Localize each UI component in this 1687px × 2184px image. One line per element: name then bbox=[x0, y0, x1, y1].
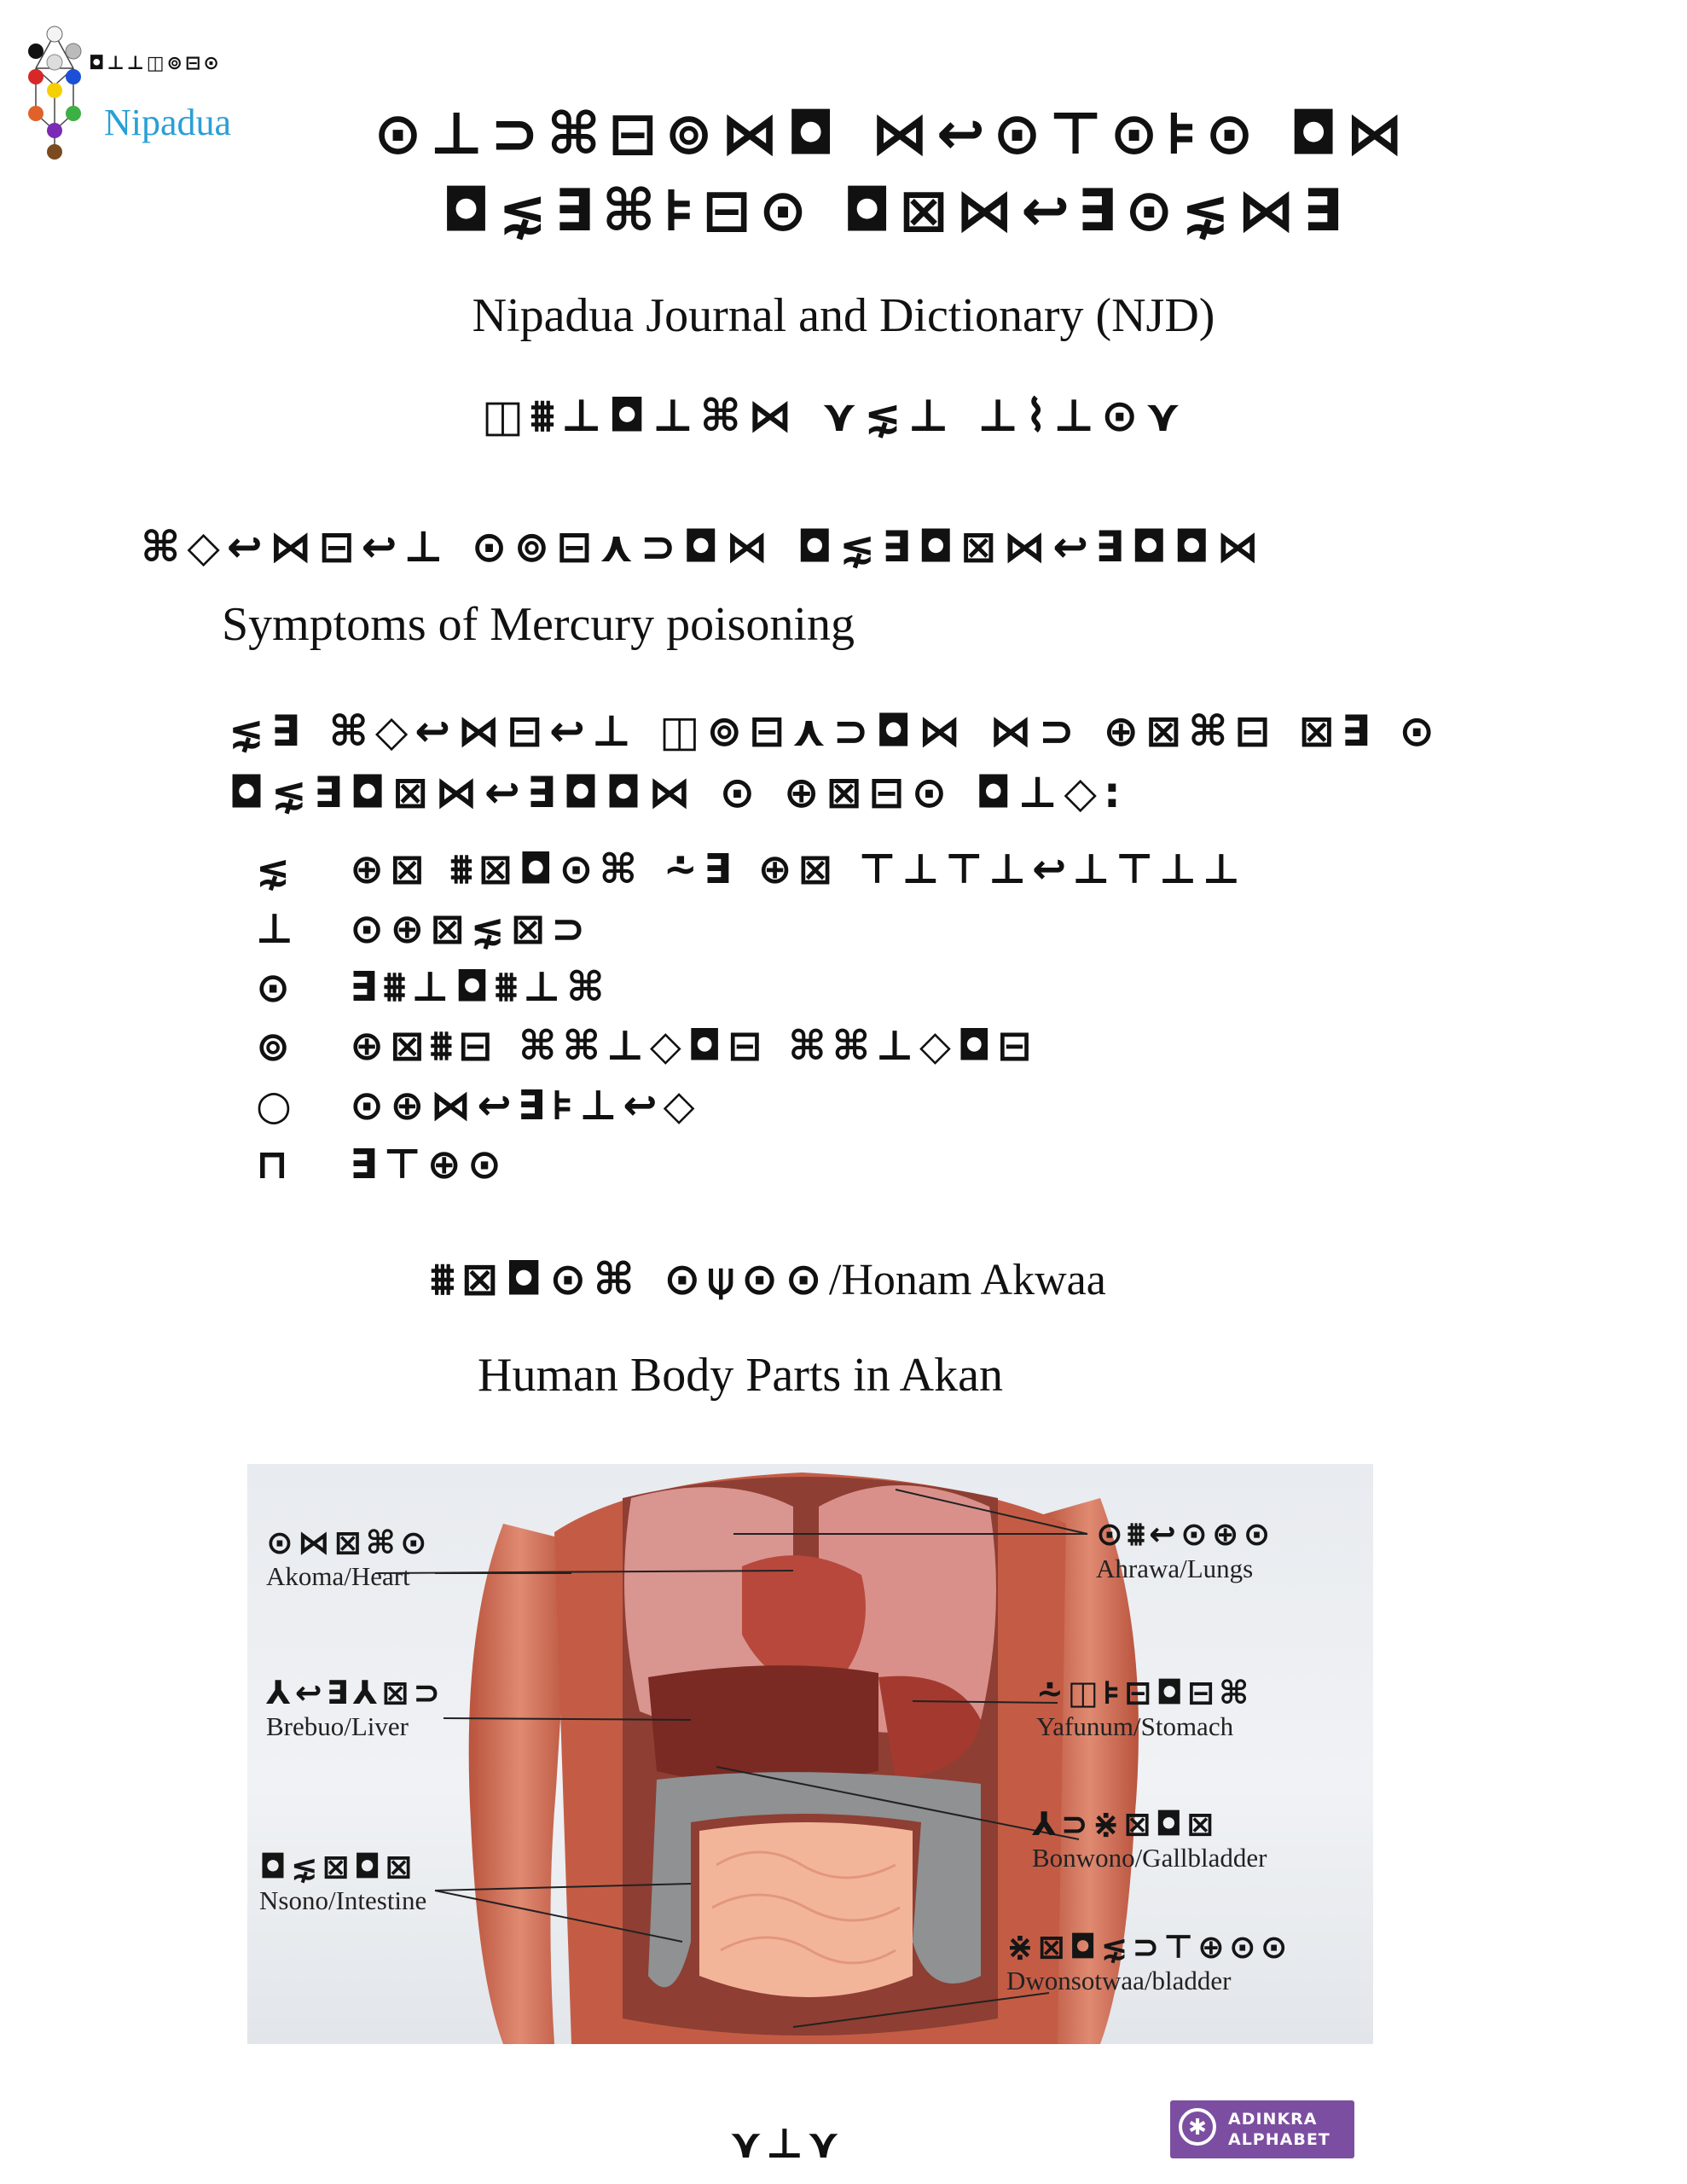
list-item bbox=[256, 1135, 1246, 1194]
paragraph-line-2: ◘⋦∃◘⊠⋈↩∃◘◘⋈ ⊙ ⊕⊠⊟⊙ ◘⊥◇: bbox=[229, 768, 1128, 817]
organ-label-text: Nsono/Intestine bbox=[259, 1885, 427, 1915]
organ-label-text: Dwonsotwaa/bladder bbox=[1006, 1966, 1232, 1995]
journal-subtitle: Nipadua Journal and Dictionary (NJD) bbox=[472, 289, 1215, 342]
list-item bbox=[256, 958, 1246, 1017]
symptom-list bbox=[256, 840, 1246, 1194]
organ-label-text: Bonwono/Gallbladder bbox=[1032, 1843, 1267, 1873]
organ-label-script: ⋇⊠◘⋦⊃⊤⊕⊙⊙ bbox=[1006, 1928, 1292, 1966]
title-script-line-2: ◘⋦∃⌘⊧⊟⊙ ◘⊠⋈↩∃⊙⋦⋈∃ bbox=[442, 177, 1351, 245]
list-item bbox=[256, 1076, 1246, 1135]
anatomy-figure bbox=[247, 1464, 1373, 2044]
organ-label-liver bbox=[266, 1674, 444, 1742]
organ-label-stomach bbox=[1036, 1674, 1253, 1742]
organ-label-script: ◘⋦⊠◘⊠ bbox=[259, 1848, 417, 1885]
list-text: ⊙⊕⋈↩∃⊧⊥↩◇ bbox=[350, 1081, 701, 1130]
logo-name: Nipadua bbox=[104, 102, 232, 143]
organ-label-bladder bbox=[1006, 1928, 1292, 1996]
organ-label-script: ⊙⩩↩⊙⊕⊙ bbox=[1096, 1515, 1275, 1553]
heading-separator: / bbox=[828, 1256, 842, 1304]
organ-label-intestine bbox=[259, 1848, 426, 1916]
list-item bbox=[256, 840, 1246, 899]
list-number: ⊓ bbox=[256, 1140, 289, 1188]
body-parts-heading bbox=[431, 1254, 1106, 1306]
badge-line-2: ALPHABET bbox=[1228, 2130, 1330, 2149]
list-text: ∃⩩⊥◘⩩⊥⌘ bbox=[350, 963, 611, 1011]
organ-label-script: ⩪◫⊧⊟◘⊟⌘ bbox=[1036, 1674, 1254, 1711]
organ-label-script: ⅄⊃⋇⊠◘⊠ bbox=[1032, 1805, 1219, 1843]
title-script-line-1: ⊙⊥⊃⌘⊟⊚⋈◘ ⋈↩⊙⊤⊙⊧⊙ ◘⋈ bbox=[374, 101, 1412, 168]
body-parts-heading-en: Honam Akwaa bbox=[841, 1256, 1106, 1304]
list-item bbox=[256, 1017, 1246, 1076]
list-text: ⊕⊠ ⩩⊠◘⊙⌘ ⩪∃ ⊕⊠ ⊤⊥⊤⊥↩⊥⊤⊥⊥ bbox=[350, 845, 1246, 893]
list-number: ⊙ bbox=[256, 963, 291, 1012]
adinkra-symbol-icon: ✱ bbox=[1179, 2108, 1216, 2146]
organ-label-script: ⅄↩∃⅄⊠⊃ bbox=[266, 1674, 445, 1711]
organ-label-text: Yafunum/Stomach bbox=[1036, 1711, 1234, 1741]
subtitle-script: ◫⩩⊥◘⊥⌘⋈ ⋎⋦⊥ ⊥⌇⊥⊙⋎ bbox=[482, 391, 1188, 442]
list-item bbox=[256, 899, 1246, 958]
list-text: ⊕⊠⩩⊟ ⌘⌘⊥◇◘⊟ ⌘⌘⊥◇◘⊟ bbox=[350, 1022, 1038, 1070]
logo-script-text: ◘⊥⊥◫⊚⊟⊙ bbox=[89, 53, 222, 74]
list-number: ⊚ bbox=[256, 1022, 291, 1071]
paragraph-line-1: ⋦∃ ⌘◇↩⋈⊟↩⊥ ◫⊚⊟⋏⊃◘⋈ ⋈⊃ ⊕⊠⌘⊟ ⊠∃ ⊙ bbox=[229, 706, 1442, 756]
section-title-script: ⌘◇↩⋈⊟↩⊥ ⊙⊚⊟⋏⊃◘⋈ ◘⋦∃◘⊠⋈↩∃◘◘⋈ bbox=[141, 522, 1267, 572]
list-number: ○ bbox=[256, 1081, 292, 1130]
list-number: ⋦ bbox=[256, 845, 291, 894]
list-number: ⊥ bbox=[256, 904, 293, 953]
badge-line-1: ADINKRA bbox=[1228, 2110, 1318, 2129]
adinkra-alphabet-badge bbox=[1170, 2100, 1354, 2158]
organ-label-text: Akoma/Heart bbox=[266, 1561, 410, 1591]
badge-text bbox=[1228, 2109, 1330, 2150]
organ-label-text: Ahrawa/Lungs bbox=[1096, 1554, 1254, 1583]
body-parts-heading-script: ⩩⊠◘⊙⌘ ⊙⍦⊙⊙ bbox=[431, 1254, 829, 1305]
page-number: ⋎⊥⋎ bbox=[729, 2120, 844, 2168]
list-text: ∃⊤⊕⊙ bbox=[350, 1140, 508, 1188]
organ-label-lungs bbox=[1096, 1515, 1275, 1584]
section-title: Symptoms of Mercury poisoning bbox=[222, 598, 855, 651]
organ-label-script: ⊙⋈⊠⌘⊙ bbox=[266, 1524, 432, 1561]
organ-label-heart bbox=[266, 1524, 432, 1592]
organ-label-text: Brebuo/Liver bbox=[266, 1711, 409, 1741]
organ-label-gallbladder bbox=[1032, 1805, 1267, 1873]
list-text: ⊙⊕⊠⋦⊠⊃ bbox=[350, 904, 592, 953]
body-parts-caption: Human Body Parts in Akan bbox=[478, 1349, 1003, 1402]
tree-of-life-logo-icon bbox=[12, 24, 97, 165]
nipadua-logo bbox=[12, 24, 97, 165]
